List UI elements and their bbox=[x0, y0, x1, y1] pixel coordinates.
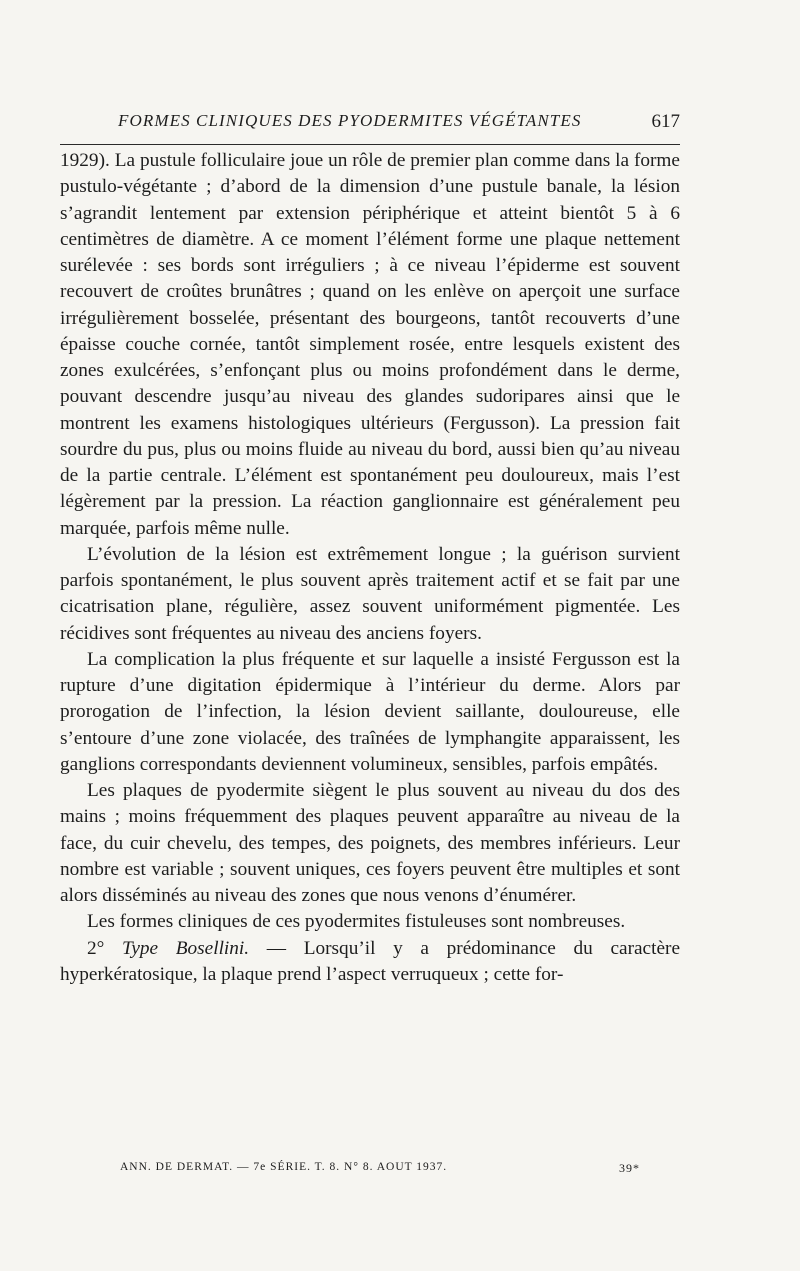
page-number: 617 bbox=[651, 111, 680, 132]
signature-mark: 39* bbox=[619, 1161, 640, 1175]
paragraph-5: Les formes cliniques de ces pyodermites fistuleuses sont nombreuses. bbox=[87, 911, 626, 933]
section-text: — Lorsqu’il y a prédominance du caractère hyperkératosique, la plaque prend l’aspect verruqueux ; cette for- bbox=[60, 937, 681, 985]
paragraph-3: La complication la plus fréquente et sur laquelle a insisté Fergusson est la rupture d’une digitation épidermique à l’intérieur du derme. Alors par prorogation de l’infection, la lésion devient saillante, douloureuse, elle s’entoure d’une zone violacée, des traînées de lymphangite apparaissent, les ganglions correspondants deviennent volumineux, sensibles, parfois empâtés. bbox=[60, 648, 680, 775]
paragraph-1: 1929). La pustule folliculaire joue un rôle de premier plan comme dans la forme pustulo-végétante ; d’abord de la dimension d’une pustule banale, la lésion s’agrandit lentement par extension périphérique et atteint bientôt 5 à 6 centimètres de diamètre. A ce moment l’élément forme une plaque nettement surélevée : ses bords sont irréguliers ; à ce niveau l’épiderme est souvent recouvert de croûtes brunâtres ; quand on les enlève on aperçoit une surface irrégulièrement bosselée, présentant des bourgeons, tantôt recouverts d’une épaisse couche cornée, tantôt simplement rosée, entre lesquels existent des zones exulcérées, s’enfonçant plus ou moins profondément dans le derme, pouvant descendre jusqu’au niveau des glandes sudoripares ainsi que le montrent les examens histologiques ultérieurs (Fergusson). La pression fait sourdre du pus, plus ou moins fluide au niveau du bord, aussi bien qu’au niveau de la partie centrale. L’élément est spontanément peu douloureux, mais l’est légèrement par la pression. La réaction ganglionnaire est généralement peu marquée, parfois même nulle. bbox=[60, 150, 680, 539]
paragraph-4: Les plaques de pyodermite siègent le plus souvent au niveau du dos des mains ; moins fréquemment des plaques peuvent apparaître au niveau de la face, du cuir chevelu, des tempes, des poignets, des membres inférieurs. Leur nombre est variable ; souvent uniques, ces foyers peuvent être multiples et sont alors disséminés au niveau des zones que nous venons d’énumérer. bbox=[60, 780, 680, 906]
header-rule bbox=[60, 144, 680, 145]
section-title: Type Bosellini. bbox=[122, 937, 250, 959]
body-text bbox=[60, 148, 680, 988]
section-number: 2° bbox=[87, 937, 105, 959]
paragraph-2: L’évolution de la lésion est extrêmement longue ; la guérison survient parfois spontanément, le plus souvent après traitement actif et se fait par une cicatrisation plane, régulière, assez souvent uniformément pigmentée. Les récidives sont fréquentes au niveau des anciens foyers. bbox=[60, 543, 680, 644]
running-header bbox=[60, 111, 680, 135]
journal-citation: ANN. DE DERMAT. — 7e SÉRIE. T. 8. N° 8. AOUT 1937. bbox=[120, 1161, 448, 1173]
paragraph-6 bbox=[60, 936, 680, 989]
running-title: FORMES CLINIQUES DES PYODERMITES VÉGÉTANTES bbox=[118, 111, 582, 130]
